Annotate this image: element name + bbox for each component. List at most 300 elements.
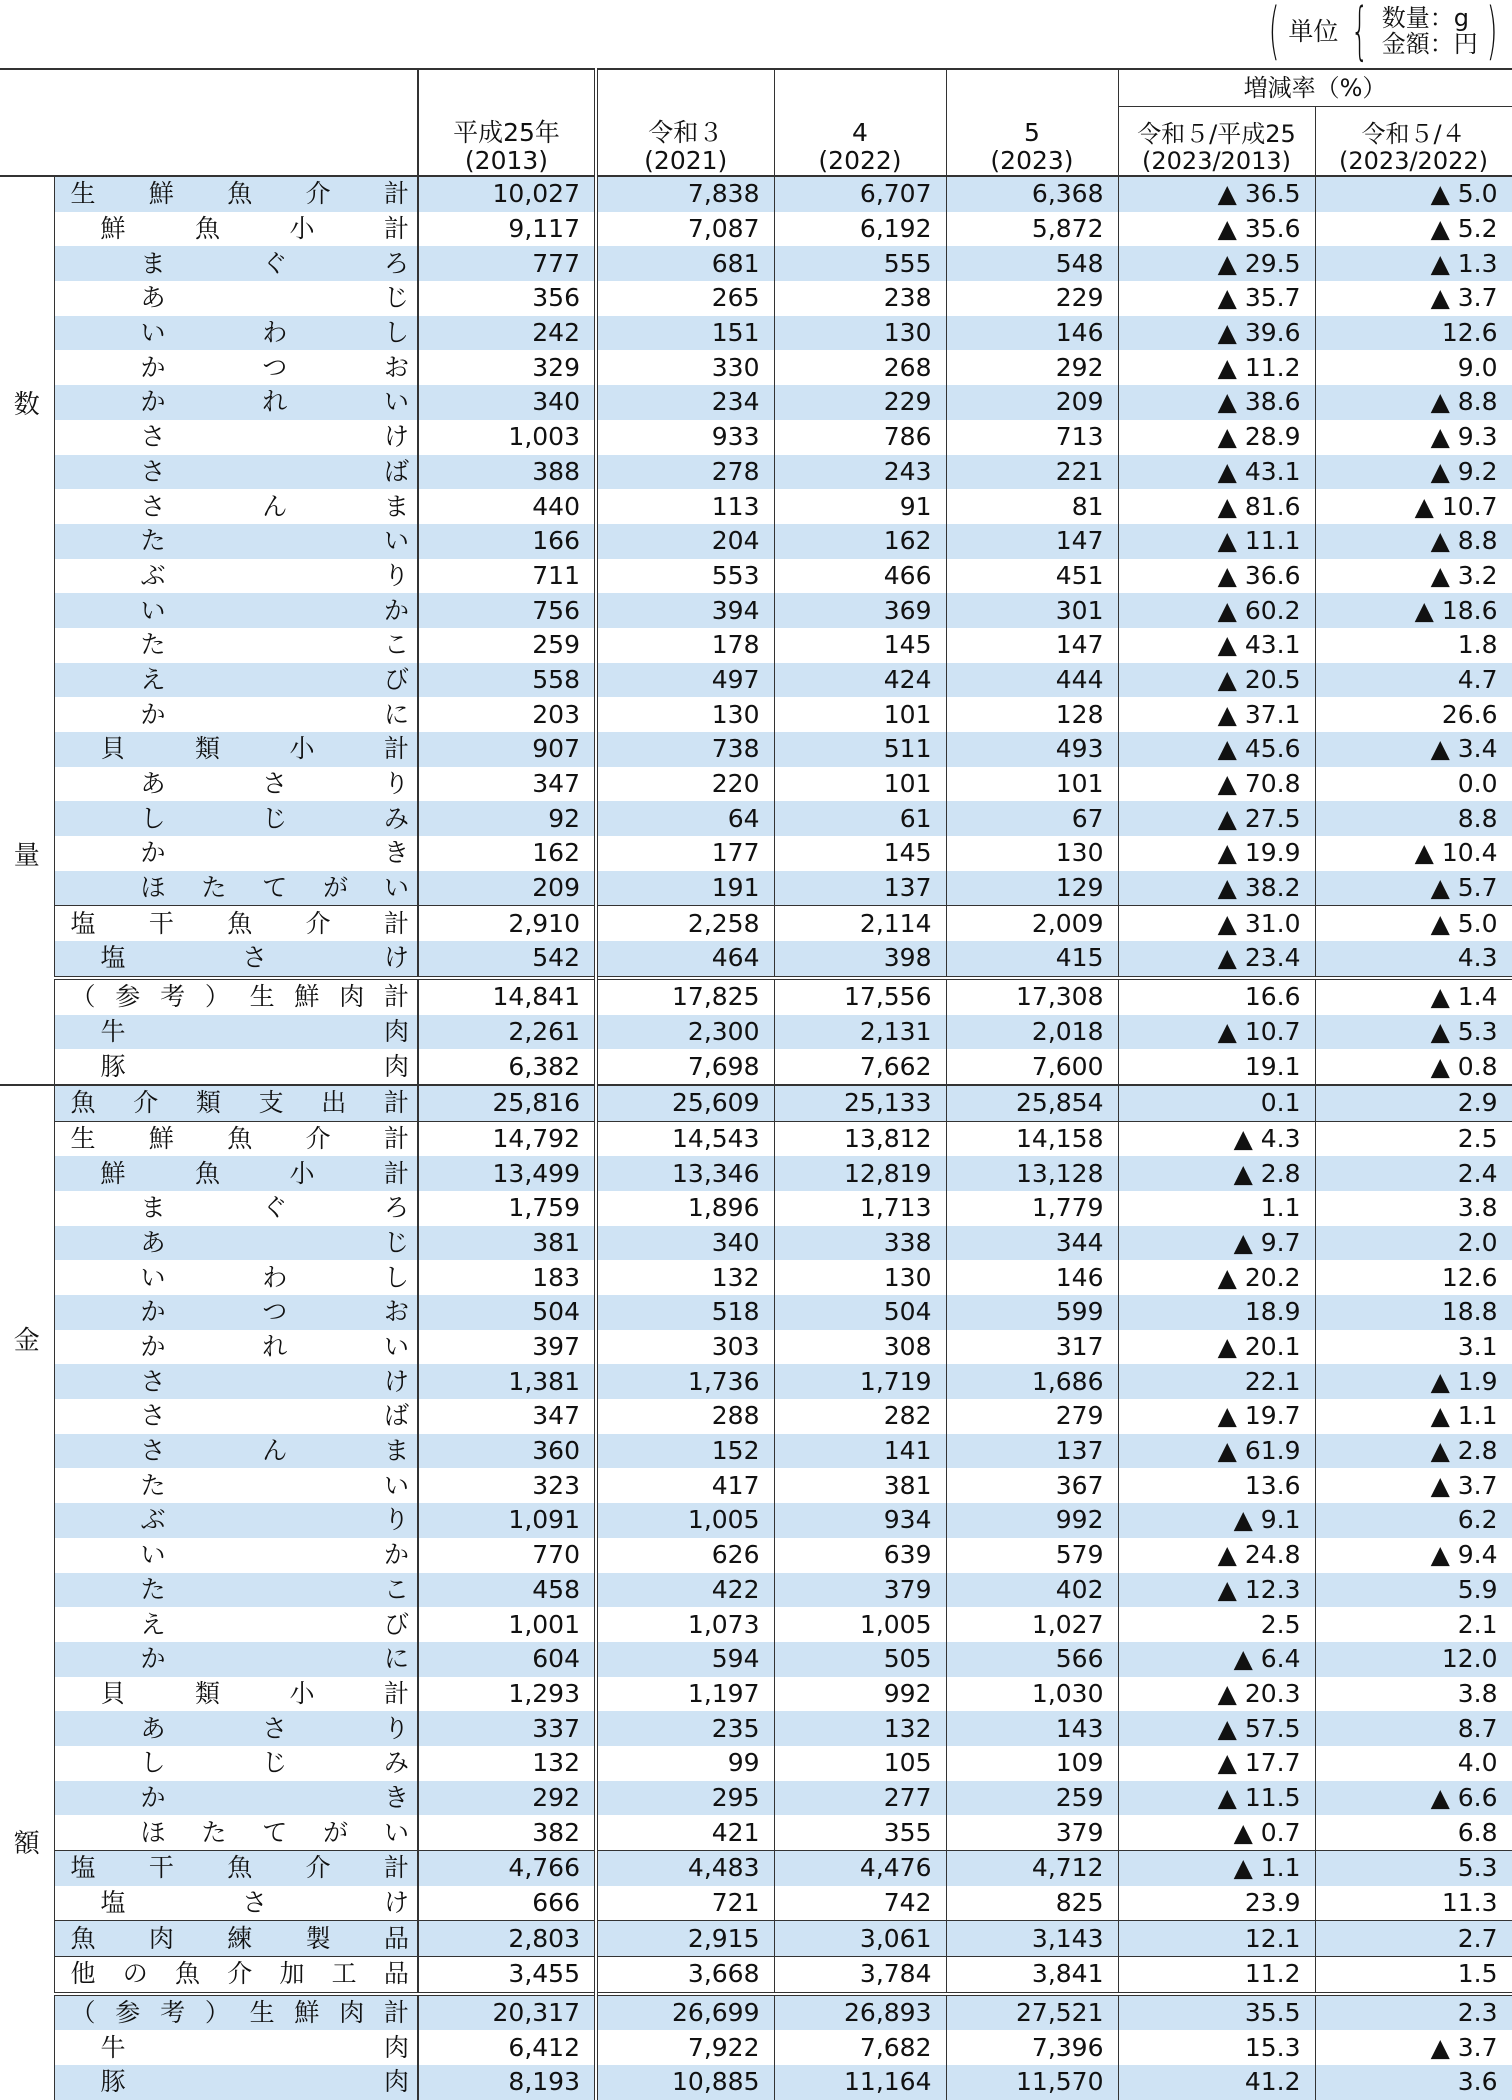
row-label-text: 魚 介 類 支 出 計 xyxy=(70,1088,409,1118)
cell-rate-2023-2022: 9.0 xyxy=(1315,350,1512,385)
cell-2013: 92 xyxy=(418,801,596,836)
cell-2023: 825 xyxy=(946,1886,1118,1921)
cell-2021: 1,005 xyxy=(596,1503,774,1538)
cell-2021: 594 xyxy=(596,1642,774,1677)
row-label xyxy=(54,281,418,316)
cell-2021: 10,885 xyxy=(596,2065,774,2100)
cell-2022: 26,893 xyxy=(774,1994,946,2031)
cell-rate-2023-2022: ▲ 6.6 xyxy=(1315,1781,1512,1816)
cell-2023: 402 xyxy=(946,1573,1118,1608)
row-label xyxy=(54,1364,418,1399)
cell-2021: 2,915 xyxy=(596,1921,774,1957)
table-row xyxy=(0,1781,1512,1816)
cell-2023: 259 xyxy=(946,1781,1118,1816)
row-label xyxy=(54,663,418,698)
cell-rate-2023-2013: ▲ 45.6 xyxy=(1118,732,1315,767)
cell-rate-2023-2022: ▲ 9.3 xyxy=(1315,420,1512,455)
cell-2013: 323 xyxy=(418,1468,596,1503)
cell-2022: 504 xyxy=(774,1295,946,1330)
row-label xyxy=(54,767,418,802)
row-label xyxy=(54,1049,418,1085)
header-2023: 5 (2023) xyxy=(946,69,1118,176)
cell-2021: 1,073 xyxy=(596,1607,774,1642)
cell-2022: 61 xyxy=(774,801,946,836)
cell-rate-2023-2022: ▲ 1.3 xyxy=(1315,246,1512,281)
header-change-rate: 増減率（%） xyxy=(1118,69,1512,107)
row-label-text: た い xyxy=(140,526,409,556)
cell-2023: 279 xyxy=(946,1399,1118,1434)
row-label-text: さ ば xyxy=(140,1401,409,1431)
cell-2013: 1,759 xyxy=(418,1191,596,1226)
cell-rate-2023-2013: 19.1 xyxy=(1118,1049,1315,1085)
table-row xyxy=(0,1957,1512,1994)
cell-2023: 2,009 xyxy=(946,906,1118,941)
cell-2021: 152 xyxy=(596,1434,774,1469)
cell-2021: 1,197 xyxy=(596,1677,774,1712)
cell-2022: 555 xyxy=(774,246,946,281)
row-label xyxy=(54,941,418,978)
cell-2022: 12,819 xyxy=(774,1156,946,1191)
row-label-text: え び xyxy=(140,664,409,694)
cell-2022: 101 xyxy=(774,697,946,732)
cell-2022: 145 xyxy=(774,628,946,663)
cell-2023: 992 xyxy=(946,1503,1118,1538)
cell-2023: 109 xyxy=(946,1746,1118,1781)
table-row xyxy=(0,978,1512,1015)
table-row xyxy=(0,1191,1512,1226)
table-row xyxy=(0,1886,1512,1921)
cell-2023: 147 xyxy=(946,524,1118,559)
cell-rate-2023-2022: 2.9 xyxy=(1315,1085,1512,1121)
cell-2022: 101 xyxy=(774,767,946,802)
table-row xyxy=(0,801,1512,836)
table-row xyxy=(0,1049,1512,1085)
cell-2013: 440 xyxy=(418,489,596,524)
cell-2022: 162 xyxy=(774,524,946,559)
cell-2021: 17,825 xyxy=(596,978,774,1015)
cell-2013: 14,792 xyxy=(418,1121,596,1156)
header-2022: 4 (2022) xyxy=(774,69,946,176)
cell-2023: 101 xyxy=(946,767,1118,802)
cell-2022: 268 xyxy=(774,350,946,385)
row-label-text: ぶ り xyxy=(140,1505,409,1535)
cell-rate-2023-2022: 12.0 xyxy=(1315,1642,1512,1677)
row-label xyxy=(54,1994,418,2031)
row-label-text: 生 鮮 魚 介 計 xyxy=(70,1123,409,1153)
cell-rate-2023-2013: ▲ 37.1 xyxy=(1118,697,1315,732)
table-row xyxy=(0,176,1512,212)
row-label-text: 塩 さ け xyxy=(100,943,409,973)
cell-2023: 147 xyxy=(946,628,1118,663)
cell-2023: 1,779 xyxy=(946,1191,1118,1226)
cell-2013: 203 xyxy=(418,697,596,732)
cell-rate-2023-2013: ▲ 43.1 xyxy=(1118,455,1315,490)
cell-rate-2023-2013: ▲ 29.5 xyxy=(1118,246,1315,281)
row-label xyxy=(54,1677,418,1712)
cell-rate-2023-2022: 3.8 xyxy=(1315,1677,1512,1712)
cell-2021: 330 xyxy=(596,350,774,385)
row-label-text: 豚 肉 xyxy=(100,2067,409,2097)
table-row xyxy=(0,1711,1512,1746)
cell-2021: 99 xyxy=(596,1746,774,1781)
cell-2013: 756 xyxy=(418,593,596,628)
cell-rate-2023-2013: ▲ 35.7 xyxy=(1118,281,1315,316)
row-label-text: あ さ り xyxy=(140,1713,409,1743)
row-label xyxy=(54,1226,418,1261)
row-label-text: い か xyxy=(140,1540,409,1570)
table-row xyxy=(0,871,1512,906)
cell-rate-2023-2022: ▲ 5.0 xyxy=(1315,176,1512,212)
table-row xyxy=(0,1677,1512,1712)
cell-rate-2023-2013: ▲ 12.3 xyxy=(1118,1573,1315,1608)
cell-2013: 259 xyxy=(418,628,596,663)
cell-2023: 13,128 xyxy=(946,1156,1118,1191)
row-label xyxy=(54,1468,418,1503)
cell-rate-2023-2013: ▲ 81.6 xyxy=(1118,489,1315,524)
cell-2022: 13,812 xyxy=(774,1121,946,1156)
cell-2013: 907 xyxy=(418,732,596,767)
table-row xyxy=(0,246,1512,281)
fish-consumption-table xyxy=(0,68,1512,2100)
cell-2023: 367 xyxy=(946,1468,1118,1503)
table-row xyxy=(0,524,1512,559)
row-label-text: ほ た て が い xyxy=(140,1817,409,1847)
cell-rate-2023-2022: 5.3 xyxy=(1315,1851,1512,1886)
row-label xyxy=(54,2030,418,2065)
cell-rate-2023-2013: 2.5 xyxy=(1118,1607,1315,1642)
unit-amount: 金額：円 xyxy=(1381,30,1478,58)
cell-2022: 786 xyxy=(774,420,946,455)
cell-rate-2023-2013: ▲ 10.7 xyxy=(1118,1015,1315,1050)
row-label xyxy=(54,420,418,455)
cell-rate-2023-2022: ▲ 8.8 xyxy=(1315,385,1512,420)
row-label xyxy=(54,1295,418,1330)
row-label xyxy=(54,801,418,836)
row-label-text: か に xyxy=(140,1644,409,1674)
table-row xyxy=(0,1226,1512,1261)
table-row xyxy=(0,1399,1512,1434)
cell-2022: 1,005 xyxy=(774,1607,946,1642)
cell-rate-2023-2022: 3.6 xyxy=(1315,2065,1512,2100)
cell-2021: 7,698 xyxy=(596,1049,774,1085)
amount-section xyxy=(0,1085,1512,2100)
section-label-char: 数 xyxy=(13,389,40,420)
table-row xyxy=(0,559,1512,594)
cell-rate-2023-2022: ▲ 0.8 xyxy=(1315,1049,1512,1085)
cell-2022: 2,131 xyxy=(774,1015,946,1050)
cell-2013: 209 xyxy=(418,871,596,906)
cell-2013: 2,910 xyxy=(418,906,596,941)
cell-rate-2023-2013: ▲ 23.4 xyxy=(1118,941,1315,978)
cell-2022: 7,682 xyxy=(774,2030,946,2065)
row-label-text: あ じ xyxy=(140,283,409,313)
row-label-text: あ じ xyxy=(140,1227,409,1257)
cell-2023: 81 xyxy=(946,489,1118,524)
cell-2022: 130 xyxy=(774,1260,946,1295)
cell-2022: 3,061 xyxy=(774,1921,946,1957)
cell-2023: 444 xyxy=(946,663,1118,698)
row-label xyxy=(54,1191,418,1226)
cell-2022: 238 xyxy=(774,281,946,316)
row-label xyxy=(54,489,418,524)
row-label xyxy=(54,1503,418,1538)
header-2023-vs-2022: 令和５/４ (2023/2022) xyxy=(1315,107,1512,177)
cell-2021: 2,300 xyxy=(596,1015,774,1050)
cell-rate-2023-2013: ▲ 20.2 xyxy=(1118,1260,1315,1295)
row-label xyxy=(54,455,418,490)
cell-2021: 721 xyxy=(596,1886,774,1921)
row-label xyxy=(54,350,418,385)
row-label xyxy=(54,593,418,628)
cell-2021: 4,483 xyxy=(596,1851,774,1886)
cell-rate-2023-2022: ▲ 9.2 xyxy=(1315,455,1512,490)
cell-2023: 3,143 xyxy=(946,1921,1118,1957)
cell-2022: 141 xyxy=(774,1434,946,1469)
cell-2021: 13,346 xyxy=(596,1156,774,1191)
cell-2013: 1,293 xyxy=(418,1677,596,1712)
row-label xyxy=(54,697,418,732)
row-label xyxy=(54,1711,418,1746)
unit-note xyxy=(1260,0,1506,67)
cell-2023: 67 xyxy=(946,801,1118,836)
row-label xyxy=(54,1573,418,1608)
cell-rate-2023-2013: ▲ 9.7 xyxy=(1118,1226,1315,1261)
cell-rate-2023-2013: ▲ 0.7 xyxy=(1118,1815,1315,1850)
row-label xyxy=(54,1851,418,1886)
cell-2013: 347 xyxy=(418,767,596,802)
cell-rate-2023-2022: ▲ 2.8 xyxy=(1315,1434,1512,1469)
cell-rate-2023-2013: ▲ 39.6 xyxy=(1118,316,1315,351)
cell-rate-2023-2013: ▲ 43.1 xyxy=(1118,628,1315,663)
cell-2022: 308 xyxy=(774,1330,946,1365)
cell-2021: 25,609 xyxy=(596,1085,774,1121)
row-label-text: た こ xyxy=(140,1574,409,1604)
row-label xyxy=(54,1746,418,1781)
row-label-text: 塩 干 魚 介 計 xyxy=(70,1853,409,1883)
cell-rate-2023-2013: ▲ 19.7 xyxy=(1118,1399,1315,1434)
cell-2022: 398 xyxy=(774,941,946,978)
row-label xyxy=(54,176,418,212)
cell-2023: 146 xyxy=(946,316,1118,351)
row-label-text: 塩 さ け xyxy=(100,1888,409,1918)
left-brace: ( xyxy=(1268,0,1280,67)
cell-2022: 6,707 xyxy=(774,176,946,212)
row-label xyxy=(54,385,418,420)
unit-quantity: 数量：g xyxy=(1381,4,1470,32)
cell-2013: 14,841 xyxy=(418,978,596,1015)
row-label-text: ま ぐ ろ xyxy=(140,1193,409,1223)
cell-2022: 742 xyxy=(774,1886,946,1921)
cell-rate-2023-2022: ▲ 10.4 xyxy=(1315,836,1512,871)
cell-rate-2023-2013: ▲ 24.8 xyxy=(1118,1538,1315,1573)
cell-2013: 340 xyxy=(418,385,596,420)
header-2021: 令和３ (2021) xyxy=(596,69,774,176)
table-row xyxy=(0,1260,1512,1295)
row-label-text: 鮮 魚 小 計 xyxy=(100,1158,409,1188)
cell-2023: 344 xyxy=(946,1226,1118,1261)
section-label-char: 量 xyxy=(13,840,40,871)
cell-2023: 143 xyxy=(946,1711,1118,1746)
cell-2021: 7,838 xyxy=(596,176,774,212)
cell-2021: 151 xyxy=(596,316,774,351)
cell-2023: 599 xyxy=(946,1295,1118,1330)
cell-2022: 4,476 xyxy=(774,1851,946,1886)
row-label-text: い か xyxy=(140,595,409,625)
table-row xyxy=(0,455,1512,490)
cell-rate-2023-2013: 11.2 xyxy=(1118,1957,1315,1994)
cell-2013: 3,455 xyxy=(418,1957,596,1994)
cell-rate-2023-2022: 5.9 xyxy=(1315,1573,1512,1608)
cell-2023: 14,158 xyxy=(946,1121,1118,1156)
cell-2021: 3,668 xyxy=(596,1957,774,1994)
row-label-text: さ け xyxy=(140,422,409,452)
row-label xyxy=(54,1957,418,1994)
cell-2023: 128 xyxy=(946,697,1118,732)
cell-2023: 3,841 xyxy=(946,1957,1118,1994)
cell-2021: 64 xyxy=(596,801,774,836)
row-label xyxy=(54,246,418,281)
cell-2022: 137 xyxy=(774,871,946,906)
cell-rate-2023-2022: 6.8 xyxy=(1315,1815,1512,1850)
cell-2013: 356 xyxy=(418,281,596,316)
row-label-text: 魚 肉 練 製 品 xyxy=(70,1923,409,1953)
table-row xyxy=(0,316,1512,351)
row-label xyxy=(54,732,418,767)
cell-rate-2023-2013: 1.1 xyxy=(1118,1191,1315,1226)
cell-2023: 146 xyxy=(946,1260,1118,1295)
row-label-text: い わ し xyxy=(140,318,409,348)
cell-2022: 3,784 xyxy=(774,1957,946,1994)
cell-2013: 25,816 xyxy=(418,1085,596,1121)
row-label-text: か に xyxy=(140,699,409,729)
cell-2021: 295 xyxy=(596,1781,774,1816)
cell-2023: 221 xyxy=(946,455,1118,490)
cell-2021: 681 xyxy=(596,246,774,281)
cell-rate-2023-2013: 16.6 xyxy=(1118,978,1315,1015)
cell-2023: 25,854 xyxy=(946,1085,1118,1121)
cell-2021: 7,922 xyxy=(596,2030,774,2065)
row-label xyxy=(54,1015,418,1050)
cell-2021: 235 xyxy=(596,1711,774,1746)
row-label-text: か れ い xyxy=(140,1332,409,1362)
cell-rate-2023-2013: ▲ 17.7 xyxy=(1118,1746,1315,1781)
row-label-text: 鮮 魚 小 計 xyxy=(100,214,409,244)
cell-rate-2023-2022: 2.5 xyxy=(1315,1121,1512,1156)
row-label xyxy=(54,906,418,941)
row-label xyxy=(54,1781,418,1816)
left-brace-2: { xyxy=(1351,0,1369,67)
cell-2023: 209 xyxy=(946,385,1118,420)
cell-rate-2023-2013: ▲ 57.5 xyxy=(1118,1711,1315,1746)
cell-2023: 1,686 xyxy=(946,1364,1118,1399)
table-row xyxy=(0,1085,1512,1121)
row-label-text: さ ん ま xyxy=(140,491,409,521)
cell-rate-2023-2022: ▲ 3.7 xyxy=(1315,2030,1512,2065)
cell-2023: 6,368 xyxy=(946,176,1118,212)
cell-2021: 265 xyxy=(596,281,774,316)
row-label-text: 貝 類 小 計 xyxy=(100,1678,409,1708)
cell-2022: 992 xyxy=(774,1677,946,1712)
cell-2013: 382 xyxy=(418,1815,596,1850)
row-label-text: あ さ り xyxy=(140,769,409,799)
cell-2021: 130 xyxy=(596,697,774,732)
cell-2013: 292 xyxy=(418,1781,596,1816)
table-row xyxy=(0,836,1512,871)
table-row xyxy=(0,1295,1512,1330)
cell-rate-2023-2022: ▲ 18.6 xyxy=(1315,593,1512,628)
cell-2013: 1,381 xyxy=(418,1364,596,1399)
row-label-text: た い xyxy=(140,1470,409,1500)
row-label-text: 牛 肉 xyxy=(100,2032,409,2062)
row-label xyxy=(54,1399,418,1434)
cell-2021: 204 xyxy=(596,524,774,559)
table-row xyxy=(0,1851,1512,1886)
cell-rate-2023-2022: 4.7 xyxy=(1315,663,1512,698)
cell-2022: 355 xyxy=(774,1815,946,1850)
unit-label: 単位 xyxy=(1288,16,1339,46)
cell-2021: 417 xyxy=(596,1468,774,1503)
row-label-text: さ ば xyxy=(140,456,409,486)
row-label xyxy=(54,316,418,351)
cell-2013: 604 xyxy=(418,1642,596,1677)
cell-2021: 421 xyxy=(596,1815,774,1850)
table-row xyxy=(0,732,1512,767)
cell-rate-2023-2013: ▲ 2.8 xyxy=(1118,1156,1315,1191)
row-label-text: し じ み xyxy=(140,803,409,833)
table-row xyxy=(0,1015,1512,1050)
cell-2013: 458 xyxy=(418,1573,596,1608)
cell-rate-2023-2013: ▲ 38.6 xyxy=(1118,385,1315,420)
right-brace: ) xyxy=(1486,0,1498,67)
cell-2022: 132 xyxy=(774,1711,946,1746)
cell-rate-2023-2013: ▲ 4.3 xyxy=(1118,1121,1315,1156)
cell-2023: 129 xyxy=(946,871,1118,906)
cell-2013: 381 xyxy=(418,1226,596,1261)
row-label xyxy=(54,1921,418,1957)
cell-2023: 415 xyxy=(946,941,1118,978)
cell-2022: 6,192 xyxy=(774,212,946,247)
row-label xyxy=(54,1085,418,1121)
row-label-text: 豚 肉 xyxy=(100,1051,409,1081)
cell-rate-2023-2022: ▲ 1.9 xyxy=(1315,1364,1512,1399)
section-label xyxy=(0,176,54,1085)
cell-rate-2023-2013: 41.2 xyxy=(1118,2065,1315,2100)
table-row xyxy=(0,1121,1512,1156)
cell-2023: 292 xyxy=(946,350,1118,385)
row-label xyxy=(54,836,418,871)
cell-2023: 5,872 xyxy=(946,212,1118,247)
row-label xyxy=(54,978,418,1015)
cell-2022: 11,164 xyxy=(774,2065,946,2100)
cell-2013: 1,091 xyxy=(418,1503,596,1538)
cell-rate-2023-2022: 6.2 xyxy=(1315,1503,1512,1538)
row-label-text: 貝 類 小 計 xyxy=(100,734,409,764)
cell-2022: 934 xyxy=(774,1503,946,1538)
cell-rate-2023-2013: 18.9 xyxy=(1118,1295,1315,1330)
cell-rate-2023-2022: 2.7 xyxy=(1315,1921,1512,1957)
cell-rate-2023-2022: 12.6 xyxy=(1315,1260,1512,1295)
cell-2021: 234 xyxy=(596,385,774,420)
cell-2022: 424 xyxy=(774,663,946,698)
cell-2021: 518 xyxy=(596,1295,774,1330)
table-row xyxy=(0,1156,1512,1191)
cell-2022: 1,713 xyxy=(774,1191,946,1226)
section-label-char: 額 xyxy=(13,1829,40,1860)
row-label xyxy=(54,1330,418,1365)
row-label-text: し じ み xyxy=(140,1748,409,1778)
cell-rate-2023-2013: ▲ 9.1 xyxy=(1118,1503,1315,1538)
cell-rate-2023-2022: ▲ 1.1 xyxy=(1315,1399,1512,1434)
